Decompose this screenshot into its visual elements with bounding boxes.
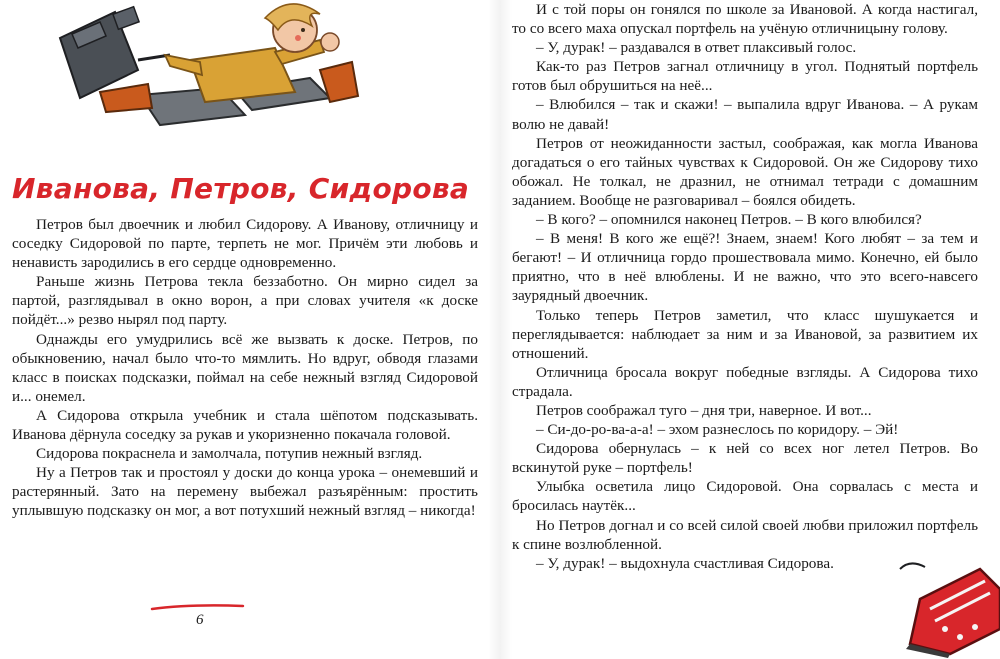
paragraph: Улыбка осветила лицо Сидоровой. Она сорвалась с места и бросилась наутёк... — [512, 478, 978, 515]
paragraph: Как-то раз Петров загнал отличницу в угол. Поднятый портфель готов был обрушиться на неё... — [512, 58, 978, 95]
paragraph: Петров от неожиданности застыл, соображая, как могла Иванова догадаться о его тайных чувствах к Сидоровой. Он же Сидорову тихо обожал. Не толкал, не дразнил, не отнимал тетради с домашним заданием. Вообще не разговаривал – боялся обидеть. — [512, 134, 978, 209]
paragraph: – У, дурак! – раздавался в ответ плаксивый голос. — [536, 39, 857, 57]
paragraph: Сидорова покраснела и замолчала, потупив нежный взгляд. — [36, 445, 423, 463]
paragraph: Раньше жизнь Петрова текла беззаботно. Он мирно сидел за партой, разглядывал в окно ворон, а при словах учителя «к доске пойдёт...» резво нырял под парту. — [12, 273, 478, 329]
paragraph: И с той поры он гонялся по школе за Ивановой. А когда настигал, то со всего маха опускал портфель на учёную отличницыну голову. — [512, 1, 978, 38]
running-boy-illustration — [20, 0, 380, 140]
paragraph: Ну а Петров так и простоял у доски до конца урока – онемевший и растерянный. Зато на перемену выбежал разъярённым: простить уплывшую подсказку он мог, а вот потухший нежный взгляд – никогда! — [12, 464, 478, 520]
paragraph: А Сидорова открыла учебник и стала шёпотом подсказывать. Иванова дёрнула соседку за рукав и укоризненно покачала головой. — [12, 406, 478, 444]
paragraph: Сидорова обернулась – к ней со всех ног летел Петров. Во вскинутой руке – портфель! — [512, 440, 978, 477]
page-number-underline — [150, 603, 245, 611]
paragraph: – Влюбился – так и скажи! – выпалила вдруг Иванова. – А рукам волю не давай! — [512, 96, 978, 133]
paragraph: Однажды его умудрились всё же вызвать к доске. Петров, по обыкновению, начал было что-то мямлить. Но вдруг, обводя глазами класс в поисках подсказки, поймал на себе нежный взгляд Сидоровой и... онемел. — [12, 330, 478, 405]
story-title: Иванова, Петров, Сидорова — [12, 172, 470, 205]
paragraph: – В кого? – опомнился наконец Петров. – В кого влюбился? — [536, 211, 922, 229]
satchel-icon — [60, 7, 170, 98]
paragraph: Но Петров догнал и со всей силой своей любви приложил портфель к спине возлюбленной. — [512, 516, 978, 553]
paragraph: Отличница бросала вокруг победные взгляды. А Сидорова тихо страдала. — [512, 363, 978, 400]
paragraph: Петров был двоечник и любил Сидорову. А Иванову, отличницу и соседку Сидоровой по парте, терпеть не мог. Причём эти любовь и ненависть зародились в его сердце одновременно. — [12, 216, 478, 272]
right-text-column — [512, 0, 978, 573]
paragraph: Только теперь Петров заметил, что класс шушукается и переглядывается: наблюдает за ним и за Ивановой, за развитием их отношений. — [512, 306, 978, 362]
running-shoe-illustration — [890, 549, 1000, 659]
left-text-column — [12, 215, 478, 521]
page-number: 6 — [196, 612, 204, 628]
paragraph: Петров соображал туго – дня три, наверное. И вот... — [536, 401, 872, 419]
paragraph: – У, дурак! – выдохнула счастливая Сидорова. — [536, 554, 834, 572]
paragraph: – В меня! В кого же ещё?! Знаем, знаем! Кого любят – за тем и бегают! – И отличница гордо прошествовала мимо. Конечно, ей было приятно, что в неё влюблены. И не важно, что это всего-навсего заурядный двоечник. — [512, 230, 978, 305]
paragraph: – Си-до-ро-ва-а-а! – эхом разнеслось по коридору. – Эй! — [536, 421, 899, 439]
right-page — [500, 0, 1000, 659]
